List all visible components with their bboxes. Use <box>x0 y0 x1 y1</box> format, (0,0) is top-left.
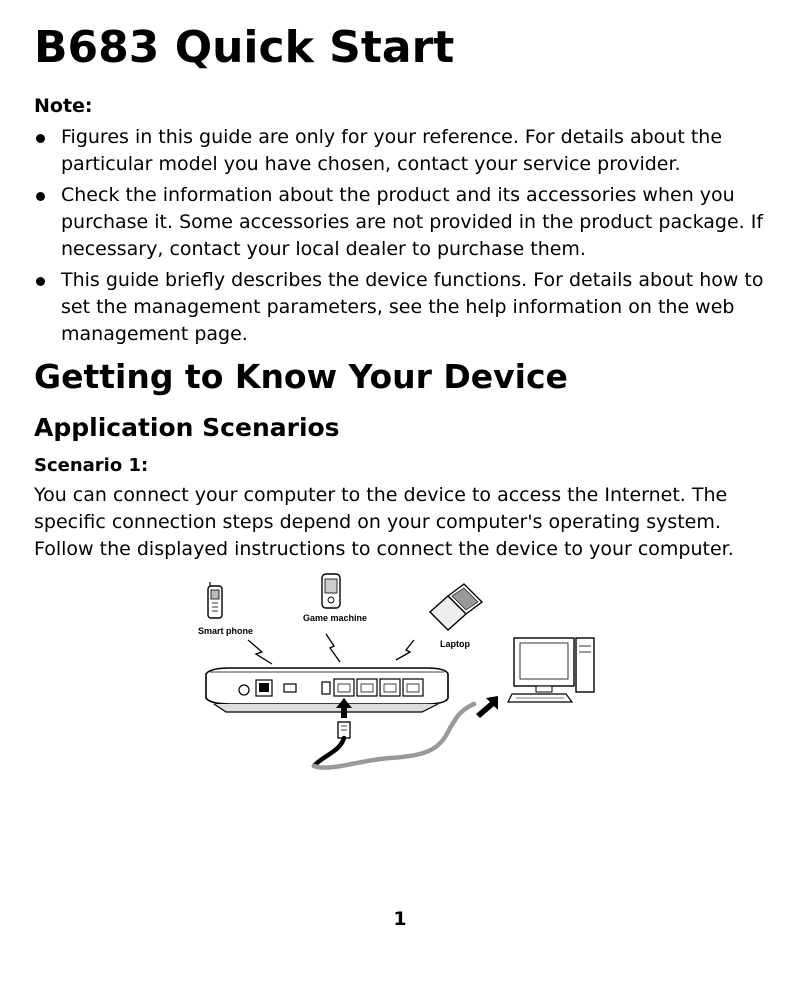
scenario-description: You can connect your computer to the device to access the Internet. The specific connection steps depend on your computer's operating system. Follow the displayed instructions to connect the device to your computer. <box>34 484 734 560</box>
note-item-text: This guide briefly describes the device functions. For details about how to set the management parameters, see the help information on the web management page. <box>61 269 764 345</box>
subsection-heading: Application Scenarios <box>34 413 340 442</box>
laptop-label: Laptop <box>440 639 470 649</box>
note-item-text: Check the information about the product and its accessories when you purchase it. Some accessories are not provided in the product package. If necessary, contact your local dealer to purchase them. <box>61 184 764 260</box>
note-item-text: Figures in this guide are only for your reference. For details about the particular model you have chosen, contact your service provider. <box>61 126 723 175</box>
game-machine-label: Game machine <box>303 613 368 623</box>
smart-phone-icon <box>208 582 222 618</box>
ethernet-cable <box>314 704 474 768</box>
game-machine-icon <box>322 574 340 608</box>
laptop-icon <box>430 584 482 630</box>
note-label: Note: <box>34 95 93 117</box>
page-number: 1 <box>393 908 407 930</box>
note-item <box>34 124 774 178</box>
section-heading: Getting to Know Your Device <box>34 357 568 396</box>
desktop-computer-icon <box>508 638 594 702</box>
router-device-icon <box>206 668 448 712</box>
note-item <box>34 267 774 348</box>
connection-diagram <box>190 572 610 777</box>
arrow-right-icon <box>476 696 498 718</box>
wireless-signal-icon <box>248 634 414 664</box>
bullet-icon <box>36 192 45 201</box>
bullet-icon <box>36 134 45 143</box>
note-item <box>34 182 774 263</box>
note-list <box>34 124 774 352</box>
smart-phone-label: Smart phone <box>198 626 254 636</box>
bullet-icon <box>36 277 45 286</box>
page-title: B683 Quick Start <box>34 22 455 73</box>
scenario-label: Scenario 1: <box>34 455 149 476</box>
